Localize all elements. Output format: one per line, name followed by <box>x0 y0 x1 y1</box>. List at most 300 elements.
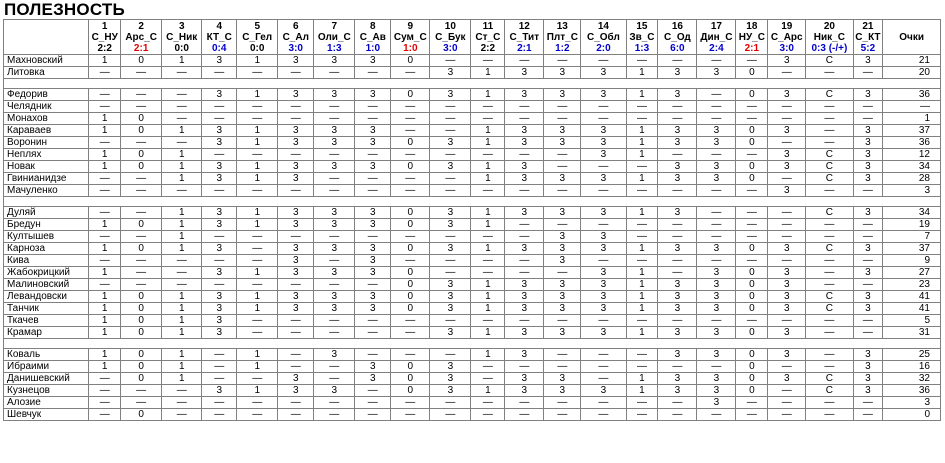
match-cell: 3 <box>853 373 883 385</box>
match-cell: — <box>430 349 471 361</box>
match-cell: — <box>162 267 202 279</box>
match-cell: 3 <box>314 291 355 303</box>
match-cell: — <box>278 101 314 113</box>
match-cell: — <box>355 315 391 327</box>
match-cell: 1 <box>626 303 658 315</box>
match-cell: 1 <box>162 207 202 219</box>
match-cell: — <box>278 361 314 373</box>
match-cell: 3 <box>697 385 736 397</box>
match-cell: 3 <box>430 89 471 101</box>
match-cell: 3 <box>430 219 471 231</box>
match-header <box>471 20 505 55</box>
match-cell: — <box>581 315 626 327</box>
match-cell: 1 <box>237 385 278 397</box>
match-cell: — <box>391 125 430 137</box>
match-cell: 3 <box>544 385 581 397</box>
match-opponent: Плт_С <box>546 32 578 43</box>
table-row <box>4 207 941 219</box>
player-name: Челядник <box>4 101 89 113</box>
match-cell: — <box>355 185 391 197</box>
match-cell: 3 <box>544 327 581 339</box>
player-name: Махновский <box>4 55 89 67</box>
player-name: Танчик <box>4 303 89 315</box>
match-cell: — <box>237 231 278 243</box>
table-row <box>4 409 941 421</box>
match-cell: — <box>806 231 853 243</box>
match-cell: 3 <box>768 55 806 67</box>
match-cell: — <box>278 315 314 327</box>
usefulness-table <box>3 19 941 421</box>
match-cell: — <box>697 255 736 267</box>
match-cell: — <box>121 101 162 113</box>
match-number: 14 <box>597 21 609 32</box>
match-cell: — <box>806 315 853 327</box>
match-number: 20 <box>823 21 835 32</box>
match-header <box>314 20 355 55</box>
match-cell: 3 <box>697 243 736 255</box>
match-cell: 1 <box>162 149 202 161</box>
table-row <box>4 149 941 161</box>
match-cell: — <box>237 185 278 197</box>
player-score: 7 <box>883 231 941 243</box>
table-row <box>4 397 941 409</box>
separator-cell <box>4 79 941 89</box>
table-row <box>4 161 941 173</box>
match-cell: 3 <box>853 89 883 101</box>
match-cell: — <box>237 373 278 385</box>
match-cell: 3 <box>355 361 391 373</box>
match-cell: 0 <box>121 373 162 385</box>
table-row <box>4 385 941 397</box>
match-cell: — <box>121 207 162 219</box>
player-name: Шевчук <box>4 409 89 421</box>
match-cell: 1 <box>471 385 505 397</box>
match-cell: — <box>581 409 626 421</box>
match-cell: 3 <box>581 125 626 137</box>
match-cell: — <box>162 89 202 101</box>
match-result: 2:4 <box>709 43 724 54</box>
match-cell: 3 <box>658 327 697 339</box>
match-cell: 0 <box>121 291 162 303</box>
header-corner <box>4 20 89 55</box>
match-cell: 1 <box>626 207 658 219</box>
match-cell: — <box>581 185 626 197</box>
match-cell: С <box>806 291 853 303</box>
match-cell: 3 <box>697 161 736 173</box>
match-cell: 3 <box>658 161 697 173</box>
match-cell: — <box>626 397 658 409</box>
match-cell: 1 <box>626 243 658 255</box>
match-cell: 1 <box>237 291 278 303</box>
match-cell: 0 <box>736 361 768 373</box>
match-cell: — <box>806 361 853 373</box>
match-cell: — <box>391 327 430 339</box>
match-cell: — <box>544 113 581 125</box>
match-cell: — <box>505 55 544 67</box>
match-cell: — <box>697 361 736 373</box>
player-score: 31 <box>883 327 941 339</box>
match-cell: 3 <box>278 291 314 303</box>
match-cell: — <box>89 279 121 291</box>
match-cell: — <box>202 279 237 291</box>
match-cell: 1 <box>237 161 278 173</box>
match-cell: 0 <box>736 303 768 315</box>
match-cell: — <box>471 315 505 327</box>
match-cell: — <box>768 113 806 125</box>
player-score: 19 <box>883 219 941 231</box>
player-score: 36 <box>883 137 941 149</box>
match-cell: 1 <box>237 55 278 67</box>
match-cell: — <box>314 409 355 421</box>
match-number: 1 <box>101 21 108 32</box>
player-score: 27 <box>883 267 941 279</box>
match-cell: 0 <box>736 67 768 79</box>
match-cell: — <box>505 113 544 125</box>
player-score: 16 <box>883 361 941 373</box>
match-cell: — <box>162 385 202 397</box>
match-cell: — <box>581 113 626 125</box>
match-cell: — <box>89 101 121 113</box>
match-cell: — <box>626 315 658 327</box>
match-cell: — <box>471 361 505 373</box>
match-result: 2:1 <box>517 43 532 54</box>
match-number: 3 <box>178 21 185 32</box>
match-cell: 3 <box>202 327 237 339</box>
match-cell: 3 <box>355 137 391 149</box>
match-cell: 1 <box>471 291 505 303</box>
match-cell: — <box>430 185 471 197</box>
player-name: Гвинианидзе <box>4 173 89 185</box>
match-cell: 1 <box>89 113 121 125</box>
match-cell: 1 <box>237 89 278 101</box>
match-cell: — <box>768 315 806 327</box>
match-header <box>544 20 581 55</box>
match-cell: 0 <box>736 173 768 185</box>
player-name: Кузнецов <box>4 385 89 397</box>
match-cell: 1 <box>626 279 658 291</box>
match-number: 9 <box>407 21 414 32</box>
match-cell: 3 <box>430 243 471 255</box>
match-cell: 3 <box>505 161 544 173</box>
match-cell: 0 <box>391 243 430 255</box>
match-cell: 1 <box>471 279 505 291</box>
match-result: 0:0 <box>250 43 265 54</box>
match-cell: 0 <box>121 219 162 231</box>
match-number: 7 <box>331 21 338 32</box>
match-cell: — <box>853 255 883 267</box>
match-cell: 3 <box>430 161 471 173</box>
match-cell: — <box>505 267 544 279</box>
match-cell: 1 <box>471 219 505 231</box>
match-header <box>162 20 202 55</box>
match-cell: — <box>202 231 237 243</box>
match-cell: 3 <box>430 303 471 315</box>
match-opponent: С_Ав <box>359 32 386 43</box>
match-cell: 3 <box>278 303 314 315</box>
match-cell: 3 <box>697 291 736 303</box>
match-number: 2 <box>138 21 144 32</box>
match-cell: — <box>202 409 237 421</box>
match-cell: 3 <box>355 303 391 315</box>
match-cell: — <box>658 219 697 231</box>
match-cell: 3 <box>314 89 355 101</box>
match-cell: 1 <box>237 219 278 231</box>
match-cell: — <box>505 219 544 231</box>
match-cell: 3 <box>278 125 314 137</box>
player-name: Кива <box>4 255 89 267</box>
match-number: 16 <box>671 21 683 32</box>
match-opponent: Ст_С <box>475 32 501 43</box>
match-cell: 0 <box>391 291 430 303</box>
match-cell: — <box>658 409 697 421</box>
match-cell: — <box>202 397 237 409</box>
match-cell: 3 <box>202 291 237 303</box>
match-cell: — <box>697 113 736 125</box>
match-cell: 3 <box>658 385 697 397</box>
match-cell: 3 <box>314 267 355 279</box>
match-cell: 3 <box>658 373 697 385</box>
match-cell: 0 <box>121 113 162 125</box>
player-name: Караваев <box>4 125 89 137</box>
match-cell: — <box>430 173 471 185</box>
match-cell: — <box>430 125 471 137</box>
match-cell: С <box>806 55 853 67</box>
match-cell: 3 <box>544 67 581 79</box>
match-cell: — <box>768 219 806 231</box>
match-cell: — <box>471 373 505 385</box>
match-cell: 1 <box>162 243 202 255</box>
match-cell: 3 <box>314 137 355 149</box>
match-header <box>736 20 768 55</box>
table-row <box>4 173 941 185</box>
match-cell: 3 <box>202 243 237 255</box>
match-cell: — <box>853 185 883 197</box>
match-cell: 0 <box>391 279 430 291</box>
match-cell: С <box>806 89 853 101</box>
match-cell: — <box>736 113 768 125</box>
match-cell: — <box>581 55 626 67</box>
match-cell: — <box>768 101 806 113</box>
match-cell: — <box>391 101 430 113</box>
match-cell: 3 <box>430 385 471 397</box>
match-cell: — <box>121 67 162 79</box>
match-cell: — <box>89 207 121 219</box>
match-cell: 3 <box>202 125 237 137</box>
match-cell: 0 <box>121 55 162 67</box>
match-cell: 3 <box>853 267 883 279</box>
match-cell: 3 <box>853 361 883 373</box>
match-cell: — <box>853 67 883 79</box>
match-cell: — <box>121 89 162 101</box>
match-cell: — <box>202 373 237 385</box>
match-header <box>768 20 806 55</box>
match-cell: — <box>544 185 581 197</box>
match-cell: — <box>658 101 697 113</box>
player-score: 34 <box>883 161 941 173</box>
match-cell: 0 <box>736 89 768 101</box>
match-opponent: С_Тит <box>509 32 540 43</box>
match-cell: 3 <box>430 327 471 339</box>
match-cell: 1 <box>162 231 202 243</box>
match-cell: 3 <box>314 207 355 219</box>
match-cell: — <box>697 55 736 67</box>
match-cell: С <box>806 243 853 255</box>
table-row <box>4 243 941 255</box>
match-cell: 3 <box>278 55 314 67</box>
match-cell: 3 <box>581 89 626 101</box>
match-cell: — <box>314 373 355 385</box>
match-cell: — <box>391 149 430 161</box>
match-cell: 0 <box>391 137 430 149</box>
match-cell: 3 <box>278 137 314 149</box>
match-cell: С <box>806 161 853 173</box>
match-cell: 1 <box>162 303 202 315</box>
match-cell: — <box>237 327 278 339</box>
player-name: Мачуленко <box>4 185 89 197</box>
match-cell: 3 <box>202 315 237 327</box>
match-cell: — <box>471 409 505 421</box>
match-cell: 3 <box>505 207 544 219</box>
match-cell: — <box>391 409 430 421</box>
match-opponent: С_Обл <box>586 32 620 43</box>
match-cell: — <box>697 231 736 243</box>
match-cell: 1 <box>89 161 121 173</box>
match-cell: — <box>736 409 768 421</box>
match-cell: 0 <box>391 89 430 101</box>
match-cell: 3 <box>658 207 697 219</box>
match-cell: 0 <box>736 385 768 397</box>
match-cell: 1 <box>471 161 505 173</box>
match-cell: 3 <box>430 207 471 219</box>
match-number: 12 <box>518 21 530 32</box>
match-number: 8 <box>370 21 376 32</box>
match-cell: 3 <box>544 137 581 149</box>
match-cell: — <box>121 255 162 267</box>
match-cell: 3 <box>278 255 314 267</box>
match-cell: 3 <box>697 327 736 339</box>
match-cell: 3 <box>768 185 806 197</box>
match-cell: 3 <box>505 173 544 185</box>
match-cell: — <box>391 185 430 197</box>
match-cell: 1 <box>89 243 121 255</box>
match-opponent: НУ_С <box>738 32 765 43</box>
match-cell: — <box>237 67 278 79</box>
match-cell: — <box>471 231 505 243</box>
match-result: 0:4 <box>212 43 227 54</box>
match-cell: — <box>806 67 853 79</box>
match-cell: 1 <box>626 385 658 397</box>
match-cell: — <box>162 67 202 79</box>
match-cell: 1 <box>89 291 121 303</box>
match-cell: — <box>853 231 883 243</box>
match-cell: — <box>768 173 806 185</box>
match-opponent: С_Бук <box>435 32 466 43</box>
match-cell: 3 <box>658 279 697 291</box>
match-cell: — <box>505 409 544 421</box>
player-name: Бредун <box>4 219 89 231</box>
player-score: 37 <box>883 243 941 255</box>
match-cell: — <box>314 255 355 267</box>
match-cell: 1 <box>626 149 658 161</box>
match-cell: — <box>626 185 658 197</box>
match-cell: — <box>278 279 314 291</box>
match-cell: 1 <box>162 125 202 137</box>
match-cell: 1 <box>471 327 505 339</box>
score-header: Очки <box>883 20 941 55</box>
match-cell: — <box>355 101 391 113</box>
match-cell: 3 <box>314 243 355 255</box>
player-name: Жабокрицкий <box>4 267 89 279</box>
match-cell: — <box>505 231 544 243</box>
match-cell: — <box>626 231 658 243</box>
match-cell: 3 <box>697 397 736 409</box>
match-cell: — <box>581 101 626 113</box>
table-row <box>4 101 941 113</box>
match-cell: — <box>581 219 626 231</box>
match-cell: 0 <box>391 361 430 373</box>
player-score: 3 <box>883 397 941 409</box>
table-row <box>4 67 941 79</box>
match-cell: — <box>237 409 278 421</box>
match-cell: — <box>391 173 430 185</box>
match-cell: С <box>806 207 853 219</box>
match-cell: — <box>430 315 471 327</box>
match-cell: 3 <box>355 55 391 67</box>
match-opponent: С_Ал <box>282 32 309 43</box>
match-cell: 3 <box>544 231 581 243</box>
match-cell: — <box>89 231 121 243</box>
match-cell: 3 <box>278 373 314 385</box>
match-cell: — <box>697 149 736 161</box>
match-opponent: С_КТ <box>855 32 881 43</box>
match-cell: 3 <box>544 89 581 101</box>
match-cell: — <box>736 231 768 243</box>
match-cell: — <box>89 373 121 385</box>
match-cell: 3 <box>355 255 391 267</box>
match-cell: — <box>89 173 121 185</box>
match-cell: 3 <box>202 385 237 397</box>
match-cell: 3 <box>278 89 314 101</box>
match-cell: 3 <box>278 207 314 219</box>
player-score: 3 <box>883 185 941 197</box>
match-cell: 3 <box>853 161 883 173</box>
match-cell: — <box>544 361 581 373</box>
match-cell: 3 <box>505 279 544 291</box>
header-row <box>4 20 941 55</box>
match-cell: 0 <box>736 279 768 291</box>
match-cell: 1 <box>626 291 658 303</box>
match-header <box>697 20 736 55</box>
match-cell: 3 <box>581 385 626 397</box>
match-cell: — <box>505 315 544 327</box>
table-body <box>4 20 941 421</box>
table-row <box>4 125 941 137</box>
match-cell: 3 <box>697 349 736 361</box>
match-cell: — <box>314 101 355 113</box>
match-cell: — <box>806 101 853 113</box>
match-cell: 3 <box>505 137 544 149</box>
match-cell: — <box>278 185 314 197</box>
match-result: 2:1 <box>133 43 149 54</box>
match-cell: 3 <box>581 137 626 149</box>
match-opponent: Дин_С <box>700 32 733 43</box>
match-cell: — <box>806 397 853 409</box>
match-cell: — <box>736 55 768 67</box>
match-opponent: С_Гел <box>242 32 273 43</box>
match-cell: 3 <box>658 349 697 361</box>
match-cell: — <box>162 397 202 409</box>
match-header <box>430 20 471 55</box>
